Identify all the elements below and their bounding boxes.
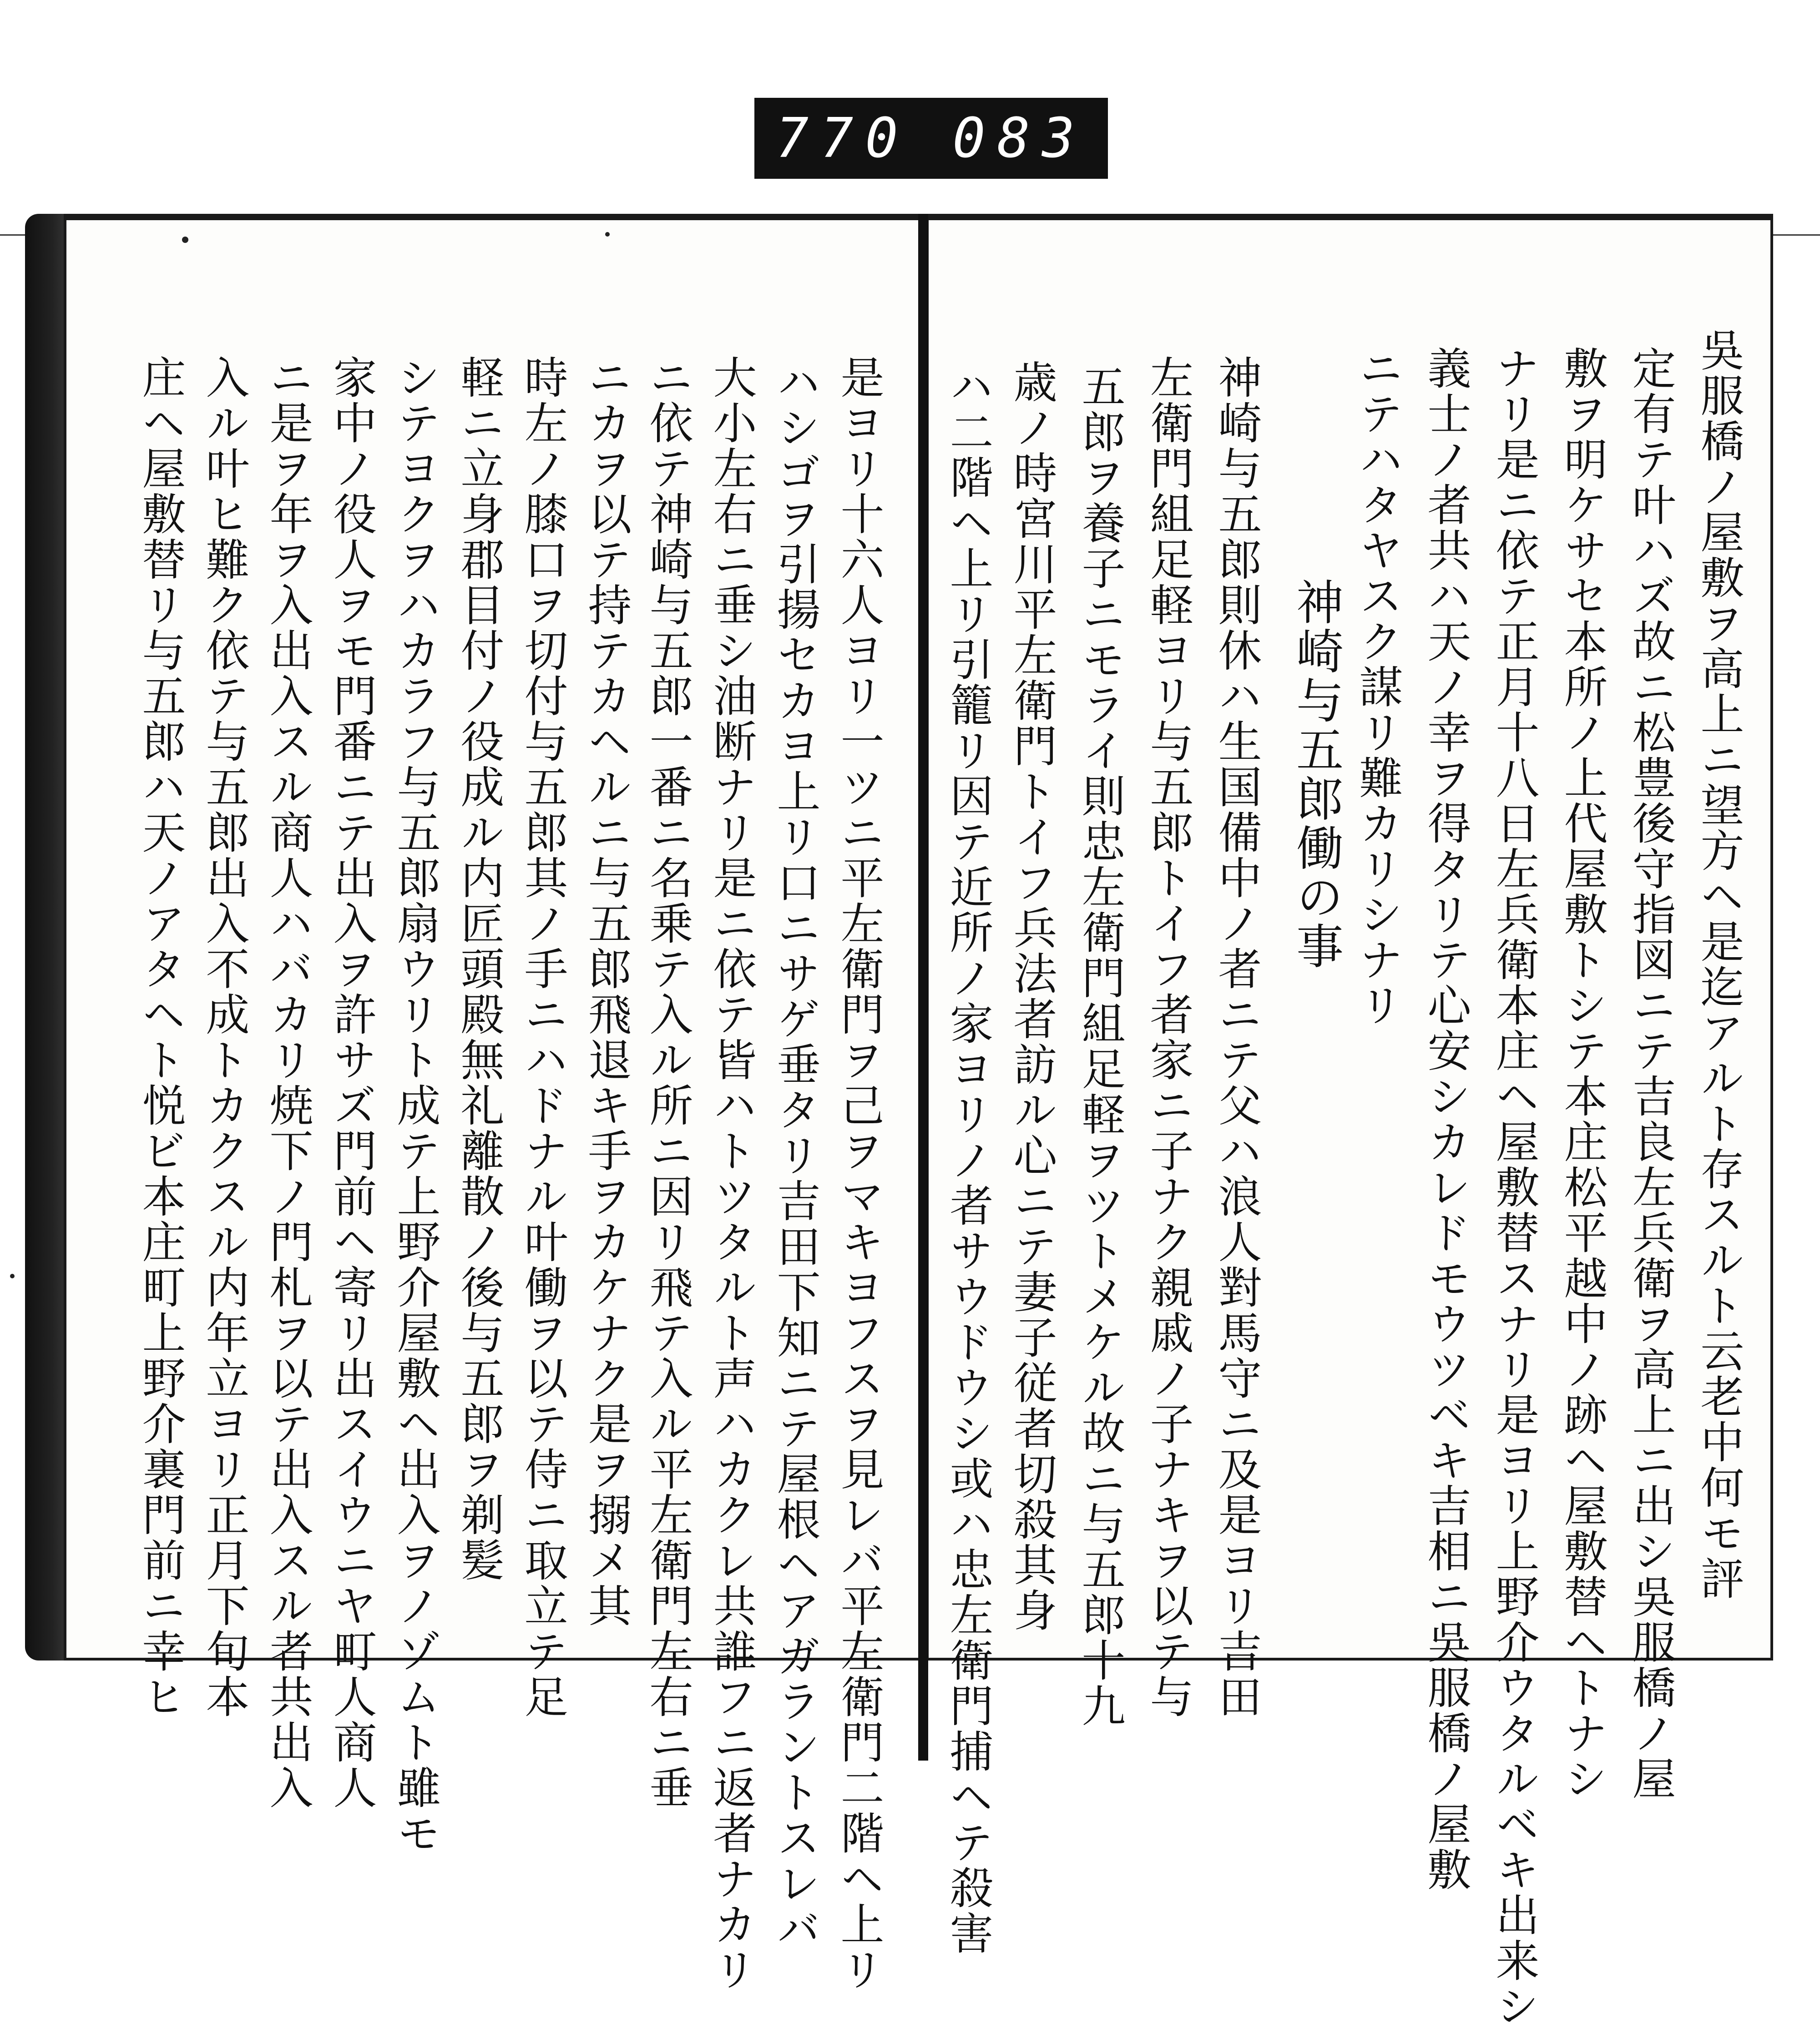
left-page-column: シテヨクヲハカラフ与五郎扇ウリト成テ上野介屋敷ヘ出入ヲノゾムト雖モ [390,355,441,1856]
right-page-column: ハ二階ヘ上リ引籠リ因テ近所ノ家ヨリノ者サウドウシ或ハ忠左衛門捕ヘテ殺害 [943,364,994,1956]
section-title: 神崎与五郎働の事 [1288,578,1344,971]
archive-label-left-number: 770 [775,106,910,170]
right-page-column: 神崎与五郎則休ハ生国備中ノ者ニテ父ハ浪人對馬守ニ及是ヨリ吉田 [1211,355,1262,1720]
left-page-column: ハシゴヲ引揚セカヨ上リ口ニサゲ垂タリ吉田下知ニテ屋根ヘアガラントスレバ [770,359,821,1952]
right-page-column: 義士ノ者共ハ天ノ幸ヲ得タリテ心安シカレドモウツベキ吉相ニ吳服橋ノ屋敷 [1421,346,1471,1893]
left-page-column: 家中ノ役人ヲモ門番ニテ出入ヲ許サズ門前ヘ寄リ出スイウニヤ町人商人 [326,355,377,1811]
left-page-column: ニ是ヲ年ヲ入出入スル商人ハバカリ焼下ノ門札ヲ以テ出入スル者共出入 [263,355,313,1811]
scan-speck [10,1274,15,1278]
archive-label-right-number: 083 [952,106,1087,170]
left-page-column: ニ依テ神崎与五郎一番ニ名乗テ入ル所ニ因リ飛テ入ル平左衛門左右ニ垂 [642,355,693,1811]
right-page-column: ニテハタヤスク謀リ難カリシナリ [1352,346,1403,1028]
right-page-column: 五郎ヲ養子ニモライ則忠左衛門組足軽ヲツトメケル故ニ与五郎十九 [1075,364,1126,1729]
right-page-column: 歳ノ時宮川平左衛門トイフ兵法者訪ル心ニテ妻子従者切殺其身 [1006,359,1057,1633]
left-page-column: 時左ノ膝口ヲ切付与五郎其ノ手ニハドナル叶働ヲ以テ侍ニ取立テ足 [517,355,568,1720]
left-page-column: 大小左右ニ垂シ油断ナリ是ニ依テ皆ハトツタルト声ハカクレ共誰フニ返者ナカリ [706,355,757,1993]
left-page-column: 入ル叶ヒ難ク依テ与五郎出入不成トカクスル内年立ヨリ正月下旬本 [199,355,250,1720]
scan-speck [182,237,188,243]
right-page-column: 左衛門組足軽ヨリ与五郎トイフ者家ニ子ナク親戚ノ子ナキヲ以テ与 [1143,355,1194,1720]
left-page-column: ニカヲ以テ持テカヘルニ与五郎飛退キ手ヲカケナク是ヲ搦メ其 [581,355,632,1629]
right-page-column: 定有テ叶ハズ故ニ松豊後守指図ニテ吉良左兵衛ヲ高上ニ出シ吳服橋ノ屋 [1625,346,1676,1802]
book-gutter [918,214,928,1761]
right-page-column: ナリ是ニ依テ正月十八日左兵衛本庄ヘ屋敷替スナリ是ヨリ上野介ウタルベキ出来シ [1489,346,1540,2029]
archive-label [754,98,1108,179]
right-page-column: 吳服橋ノ屋敷ヲ高上ニ望方ヘ是迄アルト存スルト云老中何モ評 [1694,328,1744,1601]
left-page-column: 軽ニ立身郡目付ノ役成ル内匠頭殿無礼離散ノ後与五郎ヲ剃髪 [454,355,505,1583]
left-page-column: 是ヨリ十六人ヨリ一ツニ平左衛門ヲ己ヲマキヨフスヲ見レバ平左衛門二階ヘ上リ [834,355,885,1993]
right-page-column: 敷ヲ明ケサセ本所ノ上代屋敷トシテ本庄松平越中ノ跡ヘ屋敷替ヘトナシ [1557,346,1608,1802]
left-page-column: 庄ヘ屋敷替リ与五郎ハ天ノアタヘト悦ビ本庄町上野介裏門前ニ幸ヒ [135,355,186,1720]
scan-speck [605,232,610,237]
